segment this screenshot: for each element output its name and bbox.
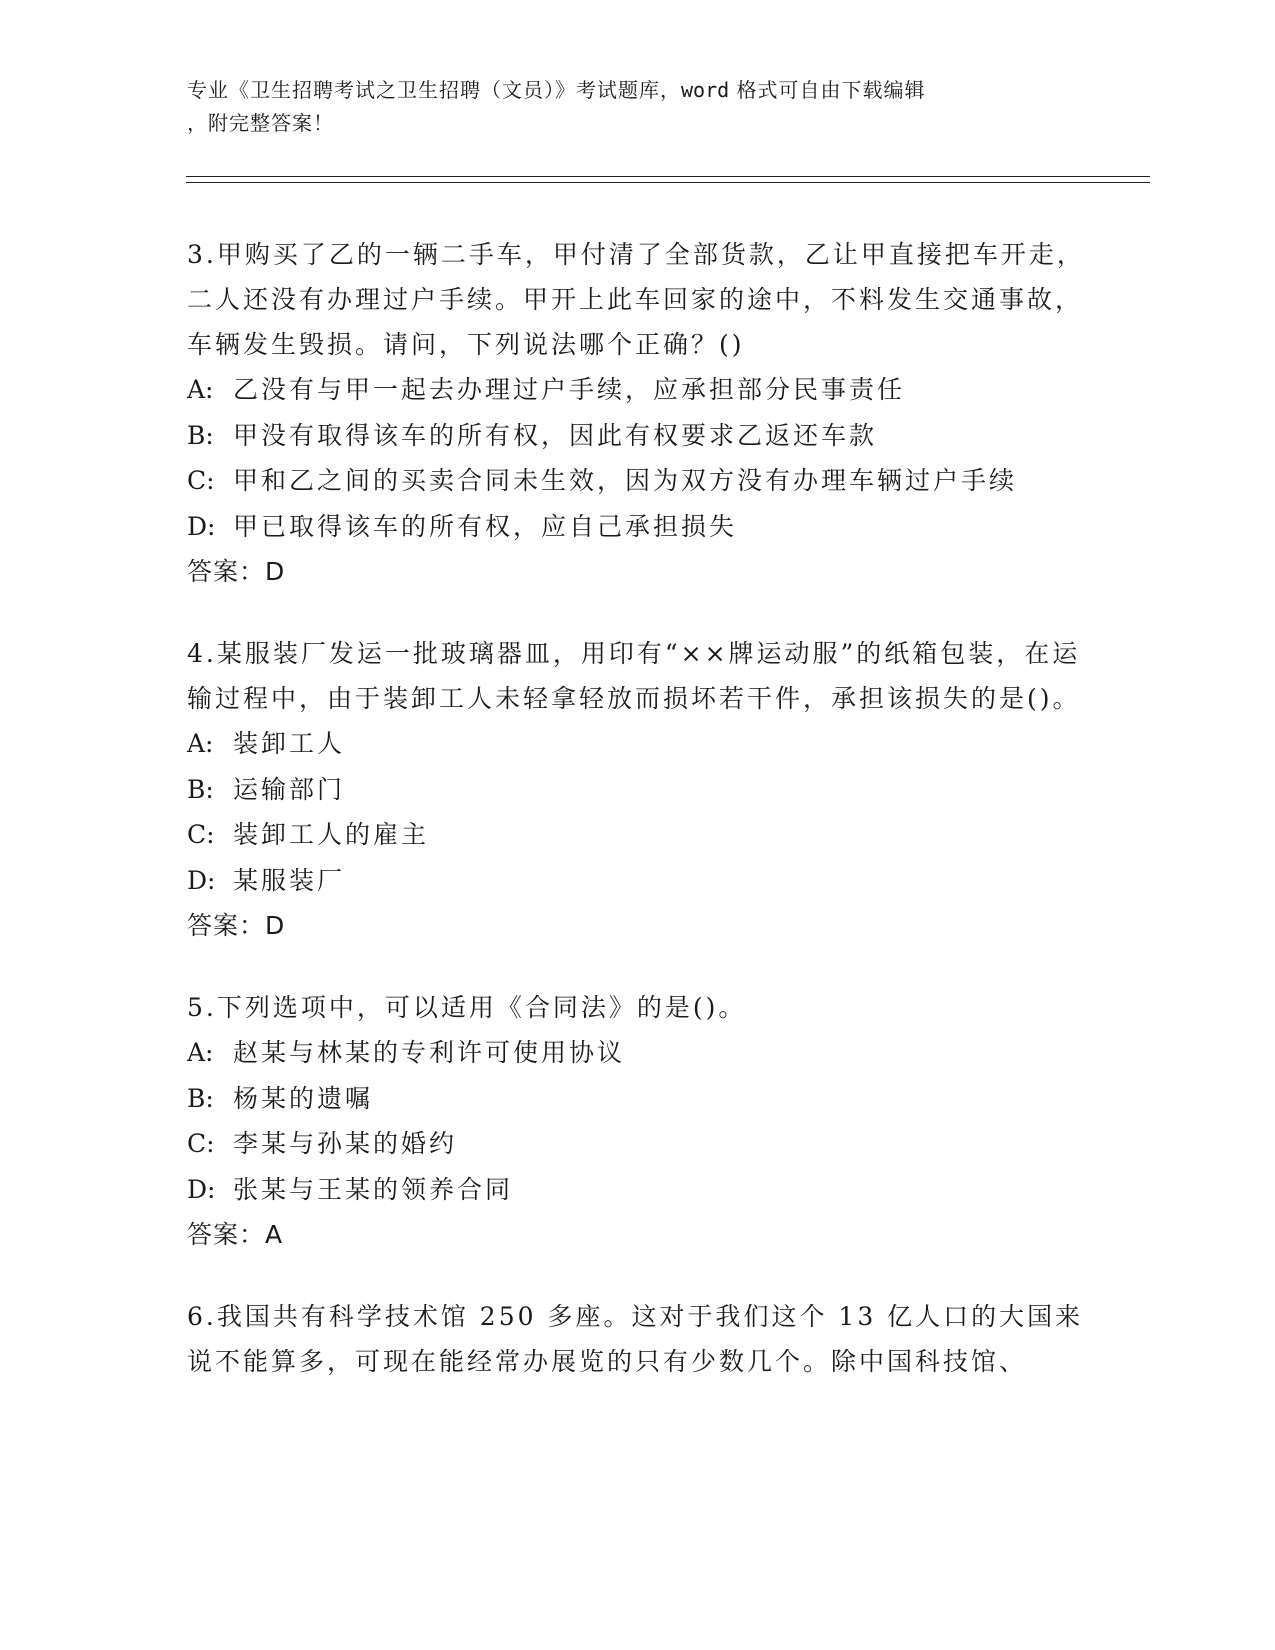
option-d [187,858,1087,904]
option-key: C: [187,1129,215,1158]
header-line-1-pre: 专业《卫生招聘考试之卫生招聘（文员）》考试题库， [187,78,681,102]
option-text: 杨某的遗嘱 [233,1083,374,1113]
option-text: 装卸工人 [233,729,346,758]
option-c [187,1121,1087,1167]
option-key: C: [187,466,215,495]
option-a [187,721,1087,767]
option-text: 赵某与林某的专利许可使用协议 [233,1038,626,1067]
option-b [187,413,1087,459]
header-line-1 [187,74,1067,107]
document-header [187,74,1067,140]
header-line-2: ，附完整答案！ [187,111,334,135]
option-d [187,1167,1087,1213]
question-3 [187,232,1087,595]
option-text: 乙没有与甲一起去办理过户手续，应承担部分民事责任 [233,375,906,404]
option-key: B: [187,420,214,450]
option-text: 张某与王某的领养合同 [233,1174,514,1204]
option-key: C: [187,820,215,849]
option-d [187,504,1087,550]
question-text: 5.下列选项中，可以适用《合同法》的是()。 [187,993,747,1022]
question-text: 3.甲购买了乙的一辆二手车，甲付清了全部货款，乙让甲直接把车开走，二人还没有办理过户手续。甲开上此车回家的途中，不料发生交通事故，车辆发生毁损。请问，下列说法哪个正确？() [187,240,1085,359]
header-divider-top [186,176,1150,177]
answer-line: 答案：D [187,557,286,586]
header-line-1-latin: word [681,78,730,102]
option-b [187,1076,1087,1122]
option-text: 装卸工人的雇主 [233,820,430,849]
option-key: D: [187,1174,216,1204]
question-4 [187,631,1087,949]
option-key: A: [187,375,214,404]
option-key: D: [187,511,216,541]
option-key: A: [187,729,214,758]
question-6 [187,1294,1087,1384]
option-a [187,1030,1087,1076]
header-divider-bottom [186,182,1150,183]
option-text: 李某与孙某的婚约 [233,1129,458,1158]
option-text: 运输部门 [233,774,346,804]
question-list [187,232,1087,1420]
question-text: 6.我国共有科学技术馆 250 多座。这对于我们这个 13 亿人口的大国来说不能算多，可现在能经常办展览的只有少数几个。除中国科技馆、 [187,1302,1084,1376]
option-text: 甲没有取得该车的所有权，因此有权要求乙返还车款 [233,420,878,450]
option-text: 甲和乙之间的买卖合同未生效，因为双方没有办理车辆过户手续 [233,466,1018,495]
option-c [187,458,1087,504]
option-key: A: [187,1038,214,1067]
option-c [187,812,1087,858]
option-b [187,767,1087,813]
answer-line: 答案：A [187,1220,284,1249]
answer-line: 答案：D [187,911,286,940]
option-key: D: [187,865,216,895]
option-text: 甲已取得该车的所有权，应自己承担损失 [233,511,738,541]
header-line-1-post: 格式可自由下载编辑 [729,78,926,102]
option-a [187,367,1087,413]
option-text: 某服装厂 [233,865,346,895]
question-5 [187,985,1087,1258]
option-key: B: [187,774,214,804]
question-text: 4.某服装厂发运一批玻璃器皿，用印有“××牌运动服”的纸箱包装，在运输过程中，由于装卸工人未轻拿轻放而损坏若干件，承担该损失的是()。 [187,639,1081,713]
option-key: B: [187,1083,214,1113]
